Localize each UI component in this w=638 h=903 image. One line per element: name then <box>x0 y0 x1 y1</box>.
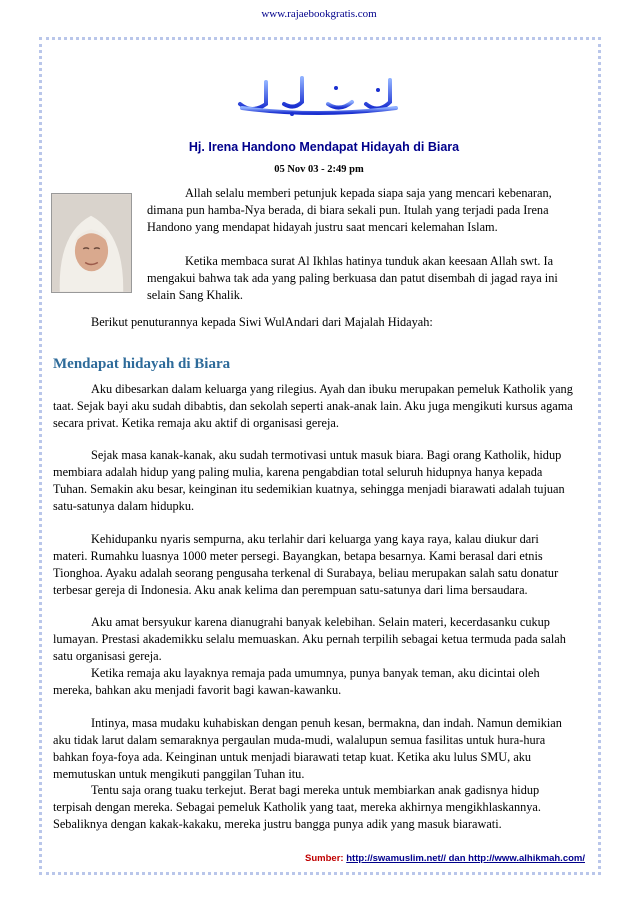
portrait-photo-icon <box>51 193 132 293</box>
body-paragraph-3: Kehidupanku nyaris sempurna, aku terlahir dari keluarga yang kaya raya, kalau diukur dari materi. Rumahku luasnya 1000 meter persegi. Bayangkan, betapa besarnya. Kami berasal dari etnis Tionghoa. Ayaku adalah seorang pengusaha terkenal di Surabaya, beliau merupakan salah satu donatur terbesar gereja di Indonesia. Aku anak kelima dan perempuan satu-satunya dari lima bersaudara. <box>53 532 559 597</box>
source-label: Sumber: <box>305 853 344 864</box>
header-url[interactable]: www.rajaebookgratis.com <box>261 8 377 20</box>
source-credit <box>305 853 585 864</box>
body-paragraph-5: Ketika remaja aku layaknya remaja pada umumnya, punya banyak teman, aku dicintai oleh mereka, bahkan aku menjadi favorit bagi kawan-kawanku. <box>53 666 540 697</box>
source-links[interactable]: http://swamuslim.net// dan http://www.alhikmah.com/ <box>346 853 585 864</box>
body-paragraph-2: Sejak masa kanak-kanak, aku sudah termotivasi untuk masuk biara. Bagi orang Katholik, hidup membiara adalah hidup yang paling mulia, karena pengabdian total seluruh hidupnya hanya kepada Tuhan. Semakin aku besar, keinginan itu sedemikian kuatnya, sehingga menjadi biarawati adalah tujuan satu-satunya dalam hidupku. <box>53 448 565 513</box>
body-paragraph-6: Intinya, masa mudaku kuhabiskan dengan penuh kesan, bermakna, dan indah. Namun demikian aku tidak larut dalam semaraknya pergaulan muda-mudi, walalupun semua fasilitas untuk hura-hura bahkan foya-foya ada. Keinginan untuk menjadi biarawati tetap kuat. Ketika aku lulus SMU, aku memutuskan untuk mengikuti panggilan Tuhan itu. <box>53 716 562 781</box>
body-paragraph-4: Aku amat bersyukur karena dianugrahi banyak kelebihan. Selain materi, kecerdasanku cukup lumayan. Prestasi akademikku selalu memuaskan. Aku pernah terpilih sebagai ketua termuda pada salah satu organisasi gereja. <box>53 615 566 663</box>
lead-paragraph: Berikut penuturannya kepada Siwi WulAndari dari Majalah Hidayah: <box>91 315 433 329</box>
section-heading: Mendapat hidayah di Biara <box>53 356 231 372</box>
body-paragraph-7: Tentu saja orang tuaku terkejut. Berat bagi mereka untuk membiarkan anak gadisnya hidup terpisah dengan mereka. Sebagai pemeluk Katholik yang taat, mereka akhirnya mengikhlaskannya. Sebaliknya dengan kakak-kakaku, mereka justru bangga punya adik yang masuk biarawati. <box>53 783 541 831</box>
article-date: 05 Nov 03 - 2:49 pm <box>274 164 364 175</box>
article-title: Hj. Irena Handono Mendapat Hidayah di Biara <box>188 140 460 154</box>
body-paragraph-1: Aku dibesarkan dalam keluarga yang rilegius. Ayah dan ibuku merupakan pemeluk Katholik yang taat. Sejak bayi aku sudah dibabtis, dan sekolah seperti anak-anak lain. Aku juga mengikuti kursus agama secara privat. Ketika remaja aku aktif di organisasi gereja. <box>53 382 573 430</box>
basmalah-calligraphy-icon <box>232 58 404 120</box>
intro-paragraph-2: Ketika membaca surat Al Ikhlas hatinya tunduk akan keesaan Allah swt. Ia mengakui bahwa tak ada yang paling berkuasa dan patut disembah di jagad raya ini selain Sang Khalik. <box>147 254 558 302</box>
intro-paragraph-1: Allah selalu memberi petunjuk kepada siapa saja yang mencari kebenaran, dimana pun hamba-Nya berada, di biara sekali pun. Itulah yang terjadi pada Irena Handono yang mendapat hidayah justru saat mencari kelemahan Islam. <box>147 186 552 234</box>
